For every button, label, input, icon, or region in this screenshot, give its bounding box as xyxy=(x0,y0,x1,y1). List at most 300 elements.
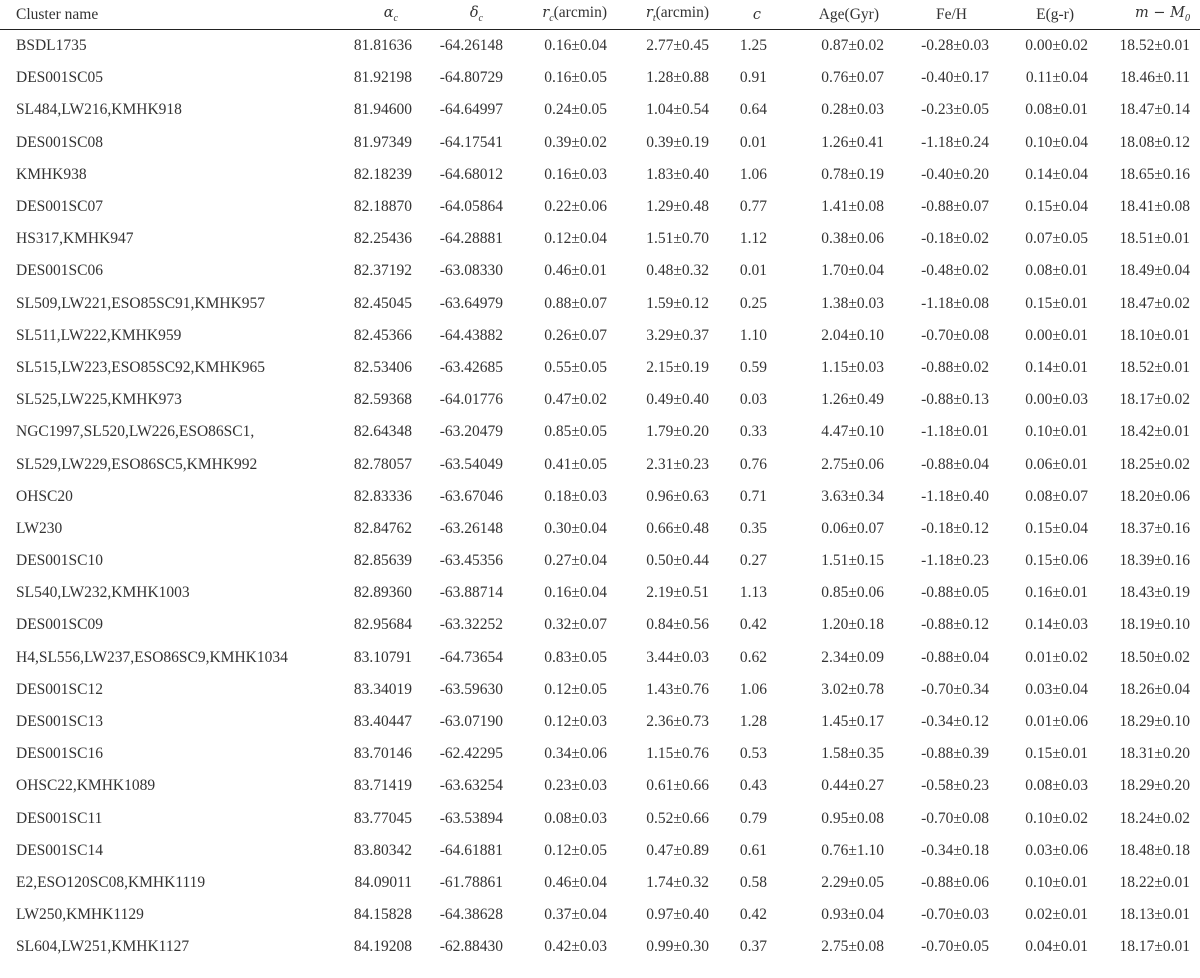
header-rc xyxy=(503,4,607,24)
table-row xyxy=(0,738,1200,770)
cell-delta: -62.42295 xyxy=(439,745,503,763)
cell-feh: -0.18±0.02 xyxy=(921,230,989,248)
cell-cluster-name: BSDL1735 xyxy=(16,37,87,55)
cell-delta: -63.32252 xyxy=(439,616,503,634)
cell-age: 0.44±0.27 xyxy=(821,777,884,795)
cell-egr: 0.15±0.01 xyxy=(1025,745,1088,763)
cell-rt: 0.47±0.89 xyxy=(646,841,709,859)
cell-egr: 0.08±0.07 xyxy=(1025,487,1088,505)
cell-alpha: 82.45366 xyxy=(353,326,412,344)
table-row xyxy=(0,320,1200,352)
cell-age: 1.38±0.03 xyxy=(821,294,884,312)
cell-feh: -0.70±0.34 xyxy=(921,680,989,698)
cell-distance-modulus: 18.51±0.01 xyxy=(1119,230,1190,248)
cell-age: 0.06±0.07 xyxy=(821,519,884,537)
cell-age: 3.63±0.34 xyxy=(821,487,884,505)
cell-cluster-name: DES001SC08 xyxy=(16,133,103,151)
cell-delta: -63.42685 xyxy=(439,358,503,376)
cell-age: 1.41±0.08 xyxy=(821,198,884,216)
cell-feh: -0.40±0.20 xyxy=(921,165,989,183)
cell-feh: -0.28±0.03 xyxy=(921,37,989,55)
cell-distance-modulus: 18.26±0.04 xyxy=(1119,680,1190,698)
header-delta xyxy=(412,4,503,24)
cell-c: 1.28 xyxy=(739,713,767,731)
cell-distance-modulus: 18.47±0.02 xyxy=(1119,294,1190,312)
cell-rt: 0.48±0.32 xyxy=(646,262,709,280)
table-row xyxy=(0,931,1200,963)
table-row xyxy=(0,62,1200,94)
cell-age: 1.26±0.41 xyxy=(821,133,884,151)
cell-rt: 0.52±0.66 xyxy=(646,809,709,827)
cell-egr: 0.10±0.01 xyxy=(1025,873,1088,891)
cell-delta: -63.59630 xyxy=(439,680,503,698)
cell-age: 2.29±0.05 xyxy=(821,873,884,891)
cell-age: 1.15±0.03 xyxy=(821,358,884,376)
cell-distance-modulus: 18.49±0.04 xyxy=(1119,262,1190,280)
cell-alpha: 81.94600 xyxy=(353,101,412,119)
cell-rc: 0.32±0.07 xyxy=(544,616,607,634)
cell-rt: 1.74±0.32 xyxy=(646,873,709,891)
cell-delta: -64.17541 xyxy=(439,133,503,151)
cell-cluster-name: DES001SC14 xyxy=(16,841,103,859)
cell-feh: -0.88±0.04 xyxy=(921,455,989,473)
cell-rc: 0.16±0.03 xyxy=(544,165,607,183)
cell-rt: 0.49±0.40 xyxy=(646,391,709,409)
cell-age: 2.34±0.09 xyxy=(821,648,884,666)
cell-alpha: 82.59368 xyxy=(353,391,412,409)
cell-rt: 2.36±0.73 xyxy=(646,713,709,731)
cell-c: 0.53 xyxy=(739,745,767,763)
cell-age: 0.85±0.06 xyxy=(821,584,884,602)
cell-alpha: 82.89360 xyxy=(353,584,412,602)
cell-alpha: 82.18239 xyxy=(353,165,412,183)
cell-c: 0.27 xyxy=(739,552,767,570)
cell-alpha: 83.34019 xyxy=(353,680,412,698)
cell-egr: 0.02±0.01 xyxy=(1025,906,1088,924)
cell-alpha: 82.84762 xyxy=(353,519,412,537)
table-row xyxy=(0,30,1200,62)
cell-alpha: 82.18870 xyxy=(353,198,412,216)
cell-distance-modulus: 18.31±0.20 xyxy=(1119,745,1190,763)
cell-alpha: 84.09011 xyxy=(354,873,412,891)
cell-rt: 2.19±0.51 xyxy=(646,584,709,602)
cell-distance-modulus: 18.20±0.06 xyxy=(1119,487,1190,505)
cell-distance-modulus: 18.29±0.10 xyxy=(1119,713,1190,731)
cell-egr: 0.14±0.04 xyxy=(1025,165,1088,183)
cell-feh: -0.18±0.12 xyxy=(921,519,989,537)
cell-c: 0.77 xyxy=(739,198,767,216)
cell-feh: -0.88±0.12 xyxy=(921,616,989,634)
cell-delta: -63.64979 xyxy=(439,294,503,312)
cell-feh: -0.70±0.03 xyxy=(921,906,989,924)
cell-egr: 0.00±0.03 xyxy=(1025,391,1088,409)
cell-distance-modulus: 18.10±0.01 xyxy=(1119,326,1190,344)
cell-distance-modulus: 18.22±0.01 xyxy=(1119,873,1190,891)
cell-rt: 3.44±0.03 xyxy=(646,648,709,666)
cell-egr: 0.15±0.06 xyxy=(1025,552,1088,570)
cell-c: 0.42 xyxy=(739,906,767,924)
cell-cluster-name: DES001SC10 xyxy=(16,552,103,570)
cell-cluster-name: DES001SC11 xyxy=(16,809,103,827)
cell-c: 0.62 xyxy=(739,648,767,666)
table-row xyxy=(0,191,1200,223)
table-header xyxy=(0,0,1200,30)
header-distance-modulus xyxy=(1088,4,1190,24)
cell-cluster-name: SL540,LW232,KMHK1003 xyxy=(16,584,190,602)
cell-delta: -61.78861 xyxy=(439,873,503,891)
table-body xyxy=(0,30,1200,963)
cell-cluster-name: OHSC22,KMHK1089 xyxy=(16,777,156,795)
table-row xyxy=(0,867,1200,899)
cell-rt: 1.28±0.88 xyxy=(646,69,709,87)
cell-rt: 1.51±0.70 xyxy=(646,230,709,248)
cell-distance-modulus: 18.43±0.19 xyxy=(1119,584,1190,602)
cell-c: 1.25 xyxy=(739,37,767,55)
cell-age: 2.04±0.10 xyxy=(821,326,884,344)
header-c-symbol: c xyxy=(752,6,761,23)
table-row xyxy=(0,835,1200,867)
table-row xyxy=(0,674,1200,706)
cell-egr: 0.15±0.04 xyxy=(1025,198,1088,216)
cell-egr: 0.03±0.04 xyxy=(1025,680,1088,698)
cell-rc: 0.27±0.04 xyxy=(544,552,607,570)
cell-rc: 0.88±0.07 xyxy=(544,294,607,312)
header-c xyxy=(709,6,767,24)
cell-rt: 0.97±0.40 xyxy=(646,906,709,924)
cell-distance-modulus: 18.25±0.02 xyxy=(1119,455,1190,473)
cell-cluster-name: DES001SC07 xyxy=(16,198,103,216)
cell-feh: -1.18±0.24 xyxy=(921,133,989,151)
cell-feh: -0.88±0.06 xyxy=(921,873,989,891)
cell-rt: 0.84±0.56 xyxy=(646,616,709,634)
cell-egr: 0.00±0.02 xyxy=(1025,37,1088,55)
table-row xyxy=(0,223,1200,255)
cell-rc: 0.34±0.06 xyxy=(544,745,607,763)
cell-age: 1.20±0.18 xyxy=(821,616,884,634)
cell-rt: 0.61±0.66 xyxy=(646,777,709,795)
cell-cluster-name: DES001SC09 xyxy=(16,616,103,634)
cell-age: 1.70±0.04 xyxy=(821,262,884,280)
cell-rt: 0.96±0.63 xyxy=(646,487,709,505)
header-delta-symbol: δ xyxy=(469,5,479,22)
cell-c: 1.10 xyxy=(739,326,767,344)
header-rc-unit: (arcmin) xyxy=(553,4,607,22)
cell-distance-modulus: 18.24±0.02 xyxy=(1119,809,1190,827)
cell-feh: -0.88±0.05 xyxy=(921,584,989,602)
cell-feh: -0.48±0.02 xyxy=(921,262,989,280)
cell-distance-modulus: 18.29±0.20 xyxy=(1119,777,1190,795)
table-row xyxy=(0,94,1200,126)
cell-alpha: 83.71419 xyxy=(353,777,412,795)
cell-cluster-name: OHSC20 xyxy=(16,487,73,505)
cell-egr: 0.15±0.01 xyxy=(1025,294,1088,312)
header-egr: E(g-r) xyxy=(1036,5,1074,23)
header-rt xyxy=(607,4,709,24)
table-row xyxy=(0,352,1200,384)
cell-rt: 0.99±0.30 xyxy=(646,938,709,956)
cell-distance-modulus: 18.50±0.02 xyxy=(1119,648,1190,666)
cell-alpha: 83.70146 xyxy=(353,745,412,763)
cell-cluster-name: LW250,KMHK1129 xyxy=(16,906,144,924)
cell-feh: -0.34±0.18 xyxy=(921,841,989,859)
table-row xyxy=(0,288,1200,320)
table-row xyxy=(0,706,1200,738)
cell-age: 0.76±0.07 xyxy=(821,69,884,87)
cell-egr: 0.08±0.01 xyxy=(1025,262,1088,280)
cell-delta: -64.05864 xyxy=(439,198,503,216)
cell-age: 0.76±1.10 xyxy=(821,841,884,859)
header-rt-unit: (arcmin) xyxy=(655,4,709,22)
cell-distance-modulus: 18.41±0.08 xyxy=(1119,198,1190,216)
cell-cluster-name: DES001SC16 xyxy=(16,745,103,763)
cell-alpha: 82.95684 xyxy=(353,616,412,634)
cell-feh: -0.70±0.05 xyxy=(921,938,989,956)
cell-cluster-name: SL484,LW216,KMHK918 xyxy=(16,101,182,119)
cell-distance-modulus: 18.17±0.01 xyxy=(1119,938,1190,956)
cell-rc: 0.47±0.02 xyxy=(544,391,607,409)
cell-rc: 0.16±0.04 xyxy=(544,584,607,602)
cell-egr: 0.07±0.05 xyxy=(1025,230,1088,248)
cell-feh: -0.88±0.02 xyxy=(921,358,989,376)
cell-distance-modulus: 18.13±0.01 xyxy=(1119,906,1190,924)
cell-age: 1.26±0.49 xyxy=(821,391,884,409)
cell-feh: -1.18±0.01 xyxy=(921,423,989,441)
cell-feh: -0.70±0.08 xyxy=(921,809,989,827)
cell-c: 0.33 xyxy=(739,423,767,441)
cell-rc: 0.12±0.05 xyxy=(544,841,607,859)
cell-cluster-name: NGC1997,SL520,LW226,ESO86SC1, xyxy=(16,423,255,441)
cell-age: 1.51±0.15 xyxy=(821,552,884,570)
cell-rc: 0.12±0.04 xyxy=(544,230,607,248)
cell-rt: 1.43±0.76 xyxy=(646,680,709,698)
cell-egr: 0.10±0.01 xyxy=(1025,423,1088,441)
table-row xyxy=(0,384,1200,416)
header-feh: Fe/H xyxy=(936,5,967,23)
cell-rc: 0.46±0.04 xyxy=(544,873,607,891)
cell-delta: -63.26148 xyxy=(439,519,503,537)
cell-alpha: 81.92198 xyxy=(353,69,412,87)
cell-c: 0.43 xyxy=(739,777,767,795)
cell-delta: -63.67046 xyxy=(439,487,503,505)
cell-rt: 1.29±0.48 xyxy=(646,198,709,216)
cell-alpha: 83.40447 xyxy=(353,713,412,731)
cell-delta: -64.61881 xyxy=(439,841,503,859)
cell-cluster-name: SL515,LW223,ESO85SC92,KMHK965 xyxy=(16,358,266,376)
cell-egr: 0.11±0.04 xyxy=(1025,69,1088,87)
cell-rc: 0.37±0.04 xyxy=(544,906,607,924)
cell-distance-modulus: 18.65±0.16 xyxy=(1119,165,1190,183)
table-row xyxy=(0,416,1200,448)
cell-delta: -64.68012 xyxy=(439,165,503,183)
cell-rt: 2.31±0.23 xyxy=(646,455,709,473)
cell-cluster-name: DES001SC12 xyxy=(16,680,103,698)
cell-rc: 0.23±0.03 xyxy=(544,777,607,795)
cell-rt: 1.79±0.20 xyxy=(646,423,709,441)
cell-rt: 2.77±0.45 xyxy=(646,37,709,55)
cell-age: 0.28±0.03 xyxy=(821,101,884,119)
cell-rc: 0.08±0.03 xyxy=(544,809,607,827)
table-row xyxy=(0,127,1200,159)
cell-rc: 0.46±0.01 xyxy=(544,262,607,280)
cell-distance-modulus: 18.39±0.16 xyxy=(1119,552,1190,570)
cell-feh: -1.18±0.40 xyxy=(921,487,989,505)
cell-alpha: 82.45045 xyxy=(353,294,412,312)
cell-alpha: 82.83336 xyxy=(353,487,412,505)
cell-cluster-name: SL604,LW251,KMHK1127 xyxy=(16,938,190,956)
cell-rc: 0.39±0.02 xyxy=(544,133,607,151)
cell-alpha: 82.53406 xyxy=(353,358,412,376)
cell-rc: 0.12±0.03 xyxy=(544,713,607,731)
header-age: Age(Gyr) xyxy=(818,5,879,23)
cell-age: 2.75±0.06 xyxy=(821,455,884,473)
cell-distance-modulus: 18.37±0.16 xyxy=(1119,519,1190,537)
table-row xyxy=(0,609,1200,641)
cell-cluster-name: SL525,LW225,KMHK973 xyxy=(16,391,182,409)
cell-feh: -0.58±0.23 xyxy=(921,777,989,795)
cell-egr: 0.04±0.01 xyxy=(1025,938,1088,956)
cell-delta: -63.45356 xyxy=(439,552,503,570)
cell-rc: 0.55±0.05 xyxy=(544,358,607,376)
table-row xyxy=(0,577,1200,609)
cell-cluster-name: SL511,LW222,KMHK959 xyxy=(16,326,182,344)
cell-c: 1.06 xyxy=(739,680,767,698)
cell-age: 2.75±0.08 xyxy=(821,938,884,956)
table-row xyxy=(0,899,1200,931)
cell-c: 0.59 xyxy=(739,358,767,376)
cell-distance-modulus: 18.42±0.01 xyxy=(1119,423,1190,441)
table-row xyxy=(0,803,1200,835)
cell-rc: 0.30±0.04 xyxy=(544,519,607,537)
cell-delta: -62.88430 xyxy=(439,938,503,956)
cell-egr: 0.06±0.01 xyxy=(1025,455,1088,473)
cell-rc: 0.85±0.05 xyxy=(544,423,607,441)
cell-age: 4.47±0.10 xyxy=(821,423,884,441)
cell-delta: -63.54049 xyxy=(439,455,503,473)
cell-egr: 0.00±0.01 xyxy=(1025,326,1088,344)
cell-delta: -64.28881 xyxy=(439,230,503,248)
cell-feh: -0.88±0.13 xyxy=(921,391,989,409)
cell-distance-modulus: 18.46±0.11 xyxy=(1120,69,1190,87)
cell-c: 0.03 xyxy=(739,391,767,409)
cell-delta: -64.73654 xyxy=(439,648,503,666)
cell-egr: 0.10±0.04 xyxy=(1025,133,1088,151)
cell-rt: 1.15±0.76 xyxy=(646,745,709,763)
cell-age: 0.93±0.04 xyxy=(821,906,884,924)
cell-delta: -64.26148 xyxy=(439,37,503,55)
cell-rc: 0.16±0.04 xyxy=(544,37,607,55)
cell-delta: -63.07190 xyxy=(439,713,503,731)
cell-egr: 0.16±0.01 xyxy=(1025,584,1088,602)
cell-egr: 0.01±0.06 xyxy=(1025,713,1088,731)
header-dm-symbol: m − M xyxy=(1135,5,1185,22)
cell-distance-modulus: 18.08±0.12 xyxy=(1119,133,1190,151)
cell-egr: 0.10±0.02 xyxy=(1025,809,1088,827)
cell-feh: -0.70±0.08 xyxy=(921,326,989,344)
cell-age: 1.58±0.35 xyxy=(821,745,884,763)
cell-egr: 0.15±0.04 xyxy=(1025,519,1088,537)
header-dm-sub: 0 xyxy=(1185,13,1190,25)
cell-cluster-name: DES001SC05 xyxy=(16,69,103,87)
cell-egr: 0.03±0.06 xyxy=(1025,841,1088,859)
cell-cluster-name: SL529,LW229,ESO86SC5,KMHK992 xyxy=(16,455,258,473)
table-row xyxy=(0,545,1200,577)
cell-cluster-name: HS317,KMHK947 xyxy=(16,230,134,248)
cell-alpha: 82.85639 xyxy=(353,552,412,570)
table-row xyxy=(0,448,1200,480)
table-row xyxy=(0,159,1200,191)
cell-delta: -63.88714 xyxy=(439,584,503,602)
cell-rt: 1.04±0.54 xyxy=(646,101,709,119)
cell-egr: 0.01±0.02 xyxy=(1025,648,1088,666)
cell-delta: -64.80729 xyxy=(439,69,503,87)
cell-delta: -64.43882 xyxy=(439,326,503,344)
cell-alpha: 83.10791 xyxy=(353,648,412,666)
cell-egr: 0.14±0.03 xyxy=(1025,616,1088,634)
cell-age: 1.45±0.17 xyxy=(821,713,884,731)
cell-c: 0.35 xyxy=(739,519,767,537)
header-alpha-symbol: α xyxy=(383,5,394,22)
cell-rc: 0.42±0.03 xyxy=(544,938,607,956)
cell-feh: -0.88±0.39 xyxy=(921,745,989,763)
cell-alpha: 81.81636 xyxy=(353,37,412,55)
cell-c: 0.76 xyxy=(739,455,767,473)
cell-c: 0.58 xyxy=(739,873,767,891)
cell-c: 0.79 xyxy=(739,809,767,827)
cell-rc: 0.24±0.05 xyxy=(544,101,607,119)
cell-cluster-name: SL509,LW221,ESO85SC91,KMHK957 xyxy=(16,294,266,312)
cell-feh: -0.34±0.12 xyxy=(921,713,989,731)
cell-c: 1.06 xyxy=(739,165,767,183)
cell-egr: 0.08±0.03 xyxy=(1025,777,1088,795)
cell-rt: 3.29±0.37 xyxy=(646,326,709,344)
cell-c: 1.13 xyxy=(739,584,767,602)
header-delta-sub: c xyxy=(478,13,483,25)
header-rt-sub: t xyxy=(652,13,656,25)
cell-delta: -63.53894 xyxy=(439,809,503,827)
cell-cluster-name: DES001SC13 xyxy=(16,713,103,731)
cell-c: 0.71 xyxy=(739,487,767,505)
cell-distance-modulus: 18.47±0.14 xyxy=(1119,101,1190,119)
cell-rt: 1.83±0.40 xyxy=(646,165,709,183)
cell-cluster-name: DES001SC06 xyxy=(16,262,103,280)
cell-distance-modulus: 18.19±0.10 xyxy=(1119,616,1190,634)
cell-delta: -64.01776 xyxy=(439,391,503,409)
cell-distance-modulus: 18.17±0.02 xyxy=(1119,391,1190,409)
cell-age: 0.95±0.08 xyxy=(821,809,884,827)
cell-cluster-name: LW230 xyxy=(16,519,63,537)
cell-cluster-name: KMHK938 xyxy=(16,165,87,183)
cell-feh: -0.40±0.17 xyxy=(921,69,989,87)
header-rc-sub: c xyxy=(549,13,554,25)
cell-rc: 0.22±0.06 xyxy=(544,198,607,216)
cell-age: 3.02±0.78 xyxy=(821,680,884,698)
header-cluster-name: Cluster name xyxy=(16,5,99,23)
table-row xyxy=(0,255,1200,287)
cell-feh: -1.18±0.08 xyxy=(921,294,989,312)
cell-cluster-name: H4,SL556,LW237,ESO86SC9,KMHK1034 xyxy=(16,648,288,666)
cell-rt: 0.39±0.19 xyxy=(646,133,709,151)
cell-feh: -1.18±0.23 xyxy=(921,552,989,570)
cell-c: 1.12 xyxy=(739,230,767,248)
table-row xyxy=(0,513,1200,545)
cell-egr: 0.14±0.01 xyxy=(1025,358,1088,376)
cell-rt: 1.59±0.12 xyxy=(646,294,709,312)
cell-alpha: 82.37192 xyxy=(353,262,412,280)
cell-c: 0.01 xyxy=(739,133,767,151)
cell-alpha: 84.15828 xyxy=(353,906,412,924)
cell-c: 0.64 xyxy=(739,101,767,119)
cell-delta: -64.64997 xyxy=(439,101,503,119)
